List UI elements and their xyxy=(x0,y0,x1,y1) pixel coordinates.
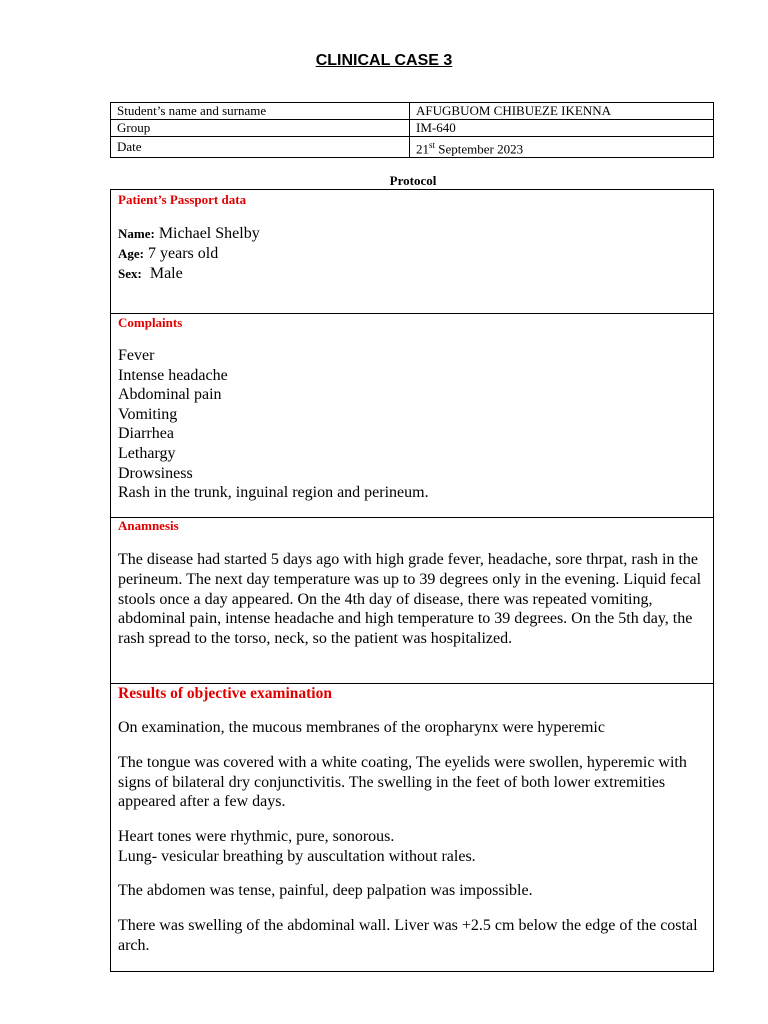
complaints-section xyxy=(110,313,714,518)
complaints-heading: Complaints xyxy=(118,315,183,330)
age-value: 7 years old xyxy=(148,245,219,262)
list-item: Abdominal pain xyxy=(118,386,222,404)
list-item: Diarrhea xyxy=(118,425,174,443)
info-label: Group xyxy=(111,120,410,137)
date-rest: September 2023 xyxy=(435,141,524,157)
results-heading: Results of objective examination xyxy=(118,685,332,702)
table-row xyxy=(111,120,714,137)
results-paragraph-1: On examination, the mucous membranes of the oropharynx were hyperemic xyxy=(118,719,605,736)
results-paragraph-5: There was swelling of the abdominal wall. Liver was +2.5 cm below the edge of the costal arch. xyxy=(118,917,698,954)
date-suffix: st xyxy=(429,140,436,150)
name-label: Name: xyxy=(118,226,155,241)
protocol-heading: Protocol xyxy=(389,173,437,188)
anamnesis-text: The disease had started 5 days ago with high grade fever, headache, sore thrpat, rash in the perineum. The next day temperature was up to 39 degrees only in the evening. Liquid fecal stools once a day appeared. On the 4th day of disease, there was repeated vomiting, abdominal pain, intense headache and high temperature to 39 degrees. On the 5th day, the rash spread to the torso, neck, so the patient was hospitalized. xyxy=(118,551,702,648)
passport-heading: Patient’s Passport data xyxy=(118,192,247,207)
lung-finding: Lung- vesicular breathing by auscultation without rales. xyxy=(118,847,476,865)
name-value: Michael Shelby xyxy=(158,225,260,242)
list-item: Vomiting xyxy=(118,405,178,423)
info-label: Date xyxy=(111,137,410,158)
student-info-table xyxy=(110,102,714,158)
sex-value: Male xyxy=(149,265,183,282)
date-day: 21 xyxy=(416,141,429,157)
list-item: Intense headache xyxy=(118,366,228,384)
info-value xyxy=(410,137,714,158)
info-label: Student’s name and surname xyxy=(111,103,410,120)
age-label: Age: xyxy=(118,246,144,261)
info-value: IM-640 xyxy=(410,120,714,137)
document-title: CLINICAL CASE 3 xyxy=(315,52,453,69)
anamnesis-heading: Anamnesis xyxy=(118,518,179,533)
results-section xyxy=(110,683,714,972)
table-row xyxy=(111,137,714,158)
name-field xyxy=(118,224,260,244)
passport-section xyxy=(110,189,714,314)
heart-finding: Heart tones were rhythmic, pure, sonorous. xyxy=(118,828,395,845)
results-paragraph-2: The tongue was covered with a white coating, The eyelids were swollen, hyperemic with signs of bilateral dry conjunctivitis. The swelling in the feet of both lower extremities appeared after a few days. xyxy=(118,754,687,811)
sex-field xyxy=(118,264,260,284)
table-row xyxy=(111,103,714,120)
results-paragraph-3 xyxy=(118,827,710,866)
list-item: Lethargy xyxy=(118,444,176,462)
list-item: Rash in the trunk, inguinal region and perineum. xyxy=(118,484,429,502)
anamnesis-section xyxy=(110,517,714,684)
age-field xyxy=(118,244,260,264)
complaints-list xyxy=(118,346,429,503)
passport-fields xyxy=(118,224,260,284)
info-value: AFUGBUOM CHIBUEZE IKENNA xyxy=(410,103,714,120)
sex-label: Sex: xyxy=(118,266,142,281)
results-paragraph-4: The abdomen was tense, painful, deep palpation was impossible. xyxy=(118,882,533,899)
list-item: Fever xyxy=(118,347,155,364)
list-item: Drowsiness xyxy=(118,464,193,482)
